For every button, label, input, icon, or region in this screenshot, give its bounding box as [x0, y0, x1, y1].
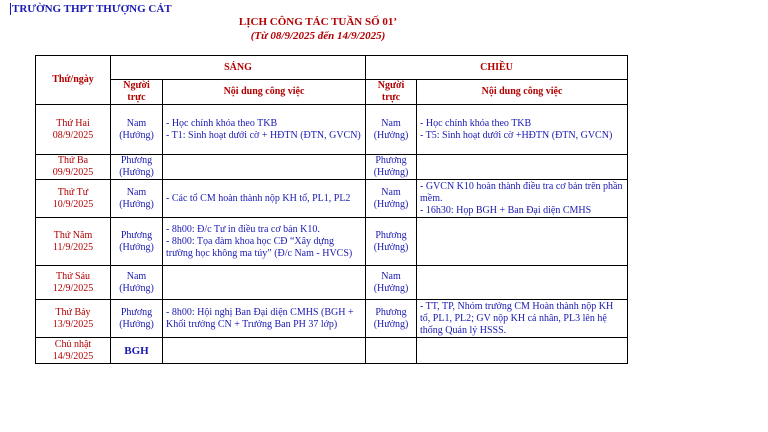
day-name: Thứ Tư	[57, 186, 89, 198]
header-afternoon-duty: Người trực	[366, 80, 417, 105]
day-date: 08/9/2025	[52, 129, 94, 141]
table-row	[36, 218, 628, 266]
header-day-column: Thứ/ngày	[36, 56, 111, 105]
afternoon-duty-cell: Phương (Hưởng)	[366, 218, 417, 266]
afternoon-content-cell	[417, 338, 628, 364]
header-afternoon: CHIỀU	[366, 56, 628, 80]
morning-content-cell	[163, 300, 366, 338]
afternoon-content-cell	[417, 266, 628, 300]
day-name: Thứ Hai	[56, 117, 90, 129]
day-cell	[36, 218, 111, 266]
day-date: 14/9/2025	[52, 350, 94, 362]
schedule-table	[35, 55, 628, 364]
task-line: - Các tổ CM hoàn thành nộp KH tổ, PL1, PL2	[166, 192, 351, 204]
morning-content-cell	[163, 180, 366, 218]
header-morning: SÁNG	[111, 56, 366, 80]
day-cell	[36, 105, 111, 155]
afternoon-duty-cell: Phương (Hưởng)	[366, 300, 417, 338]
day-date: 09/9/2025	[52, 167, 94, 178]
table-row	[36, 155, 628, 180]
afternoon-content-cell	[417, 105, 628, 155]
page-subtitle: (Từ 08/9/2025 đến 14/9/2025)	[250, 30, 386, 42]
afternoon-duty-cell	[366, 338, 417, 364]
afternoon-duty-cell: Nam (Hưởng)	[366, 105, 417, 155]
day-date: 11/9/2025	[52, 241, 94, 253]
afternoon-content-cell	[417, 218, 628, 266]
task-line: - 8h00: Đ/c Tư in điều tra cơ bản K10.	[166, 223, 320, 235]
morning-content-cell	[163, 338, 366, 364]
task-line: - 16h30: Họp BGH + Ban Đại diện CMHS	[420, 204, 592, 216]
morning-duty-cell: Phương (Hưởng)	[111, 218, 163, 266]
morning-duty-cell: BGH	[111, 338, 163, 364]
day-date: 10/9/2025	[52, 198, 94, 210]
day-name: Thứ Năm	[53, 229, 93, 241]
day-cell	[36, 300, 111, 338]
page-title: LỊCH CÔNG TÁC TUẦN SỐ 01’	[238, 16, 398, 28]
table-row	[36, 300, 628, 338]
day-cell	[36, 338, 111, 364]
day-name: Thứ Sáu	[55, 270, 91, 282]
school-name: TRƯỜNG THPT THƯỢNG CÁT	[12, 3, 172, 15]
task-line: - T5: Sinh hoạt dưới cờ +HĐTN (ĐTN, GVCN)	[420, 129, 613, 141]
morning-content-cell	[163, 105, 366, 155]
table-row	[36, 266, 628, 300]
header-morning-duty: Người trực	[111, 80, 163, 105]
morning-content-cell	[163, 155, 366, 180]
day-name: Chủ nhật	[54, 338, 92, 350]
morning-duty-cell: Nam (Hưởng)	[111, 180, 163, 218]
day-date: 13/9/2025	[52, 318, 94, 330]
table-row	[36, 338, 628, 364]
morning-content-cell	[163, 266, 366, 300]
afternoon-duty-cell: Nam (Hưởng)	[366, 266, 417, 300]
table-row	[36, 105, 628, 155]
day-name: Thứ Bảy	[55, 306, 91, 318]
afternoon-content-cell	[417, 155, 628, 180]
task-line: - T1: Sinh hoạt dưới cờ + HĐTN (ĐTN, GVCN)	[166, 129, 361, 141]
day-cell	[36, 180, 111, 218]
afternoon-duty-cell: Phương (Hưởng)	[366, 155, 417, 180]
afternoon-content-cell	[417, 300, 628, 338]
header-afternoon-content: Nội dung công việc	[417, 80, 628, 105]
day-date: 12/9/2025	[52, 282, 94, 294]
task-line: - 8h00: Hội nghị Ban Đại diện CMHS (BGH + Khối trưởng CN + Trưởng Ban PH 37 lớp)	[166, 306, 354, 330]
afternoon-content-cell	[417, 180, 628, 218]
task-line: - 8h00: Tọa đàm khoa học CĐ “Xây dựng trường học không ma túy” (Đ/c Nam - HVCS)	[166, 235, 353, 259]
afternoon-duty-cell: Nam (Hưởng)	[366, 180, 417, 218]
morning-duty-cell: Phương (Hưởng)	[111, 300, 163, 338]
task-line: - Học chính khóa theo TKB	[166, 117, 278, 129]
header-morning-content: Nội dung công việc	[163, 80, 366, 105]
task-line: - TT, TP, Nhóm trưởng CM Hoàn thành nộp KH tổ, PL1, PL2; GV nộp KH cá nhân, PL3 lên hệ thống Quản lý HSSS.	[420, 300, 614, 336]
morning-duty-cell: Nam (Hưởng)	[111, 266, 163, 300]
day-name: Thứ Ba	[57, 155, 89, 166]
day-cell	[36, 266, 111, 300]
table-row	[36, 180, 628, 218]
task-line: - Học chính khóa theo TKB	[420, 117, 532, 129]
morning-duty-cell: Phương (Hưởng)	[111, 155, 163, 180]
morning-content-cell	[163, 218, 366, 266]
morning-duty-cell: Nam (Hưởng)	[111, 105, 163, 155]
day-cell	[36, 155, 111, 180]
task-line: - GVCN K10 hoàn thành điều tra cơ bản trên phần mềm.	[420, 180, 623, 204]
